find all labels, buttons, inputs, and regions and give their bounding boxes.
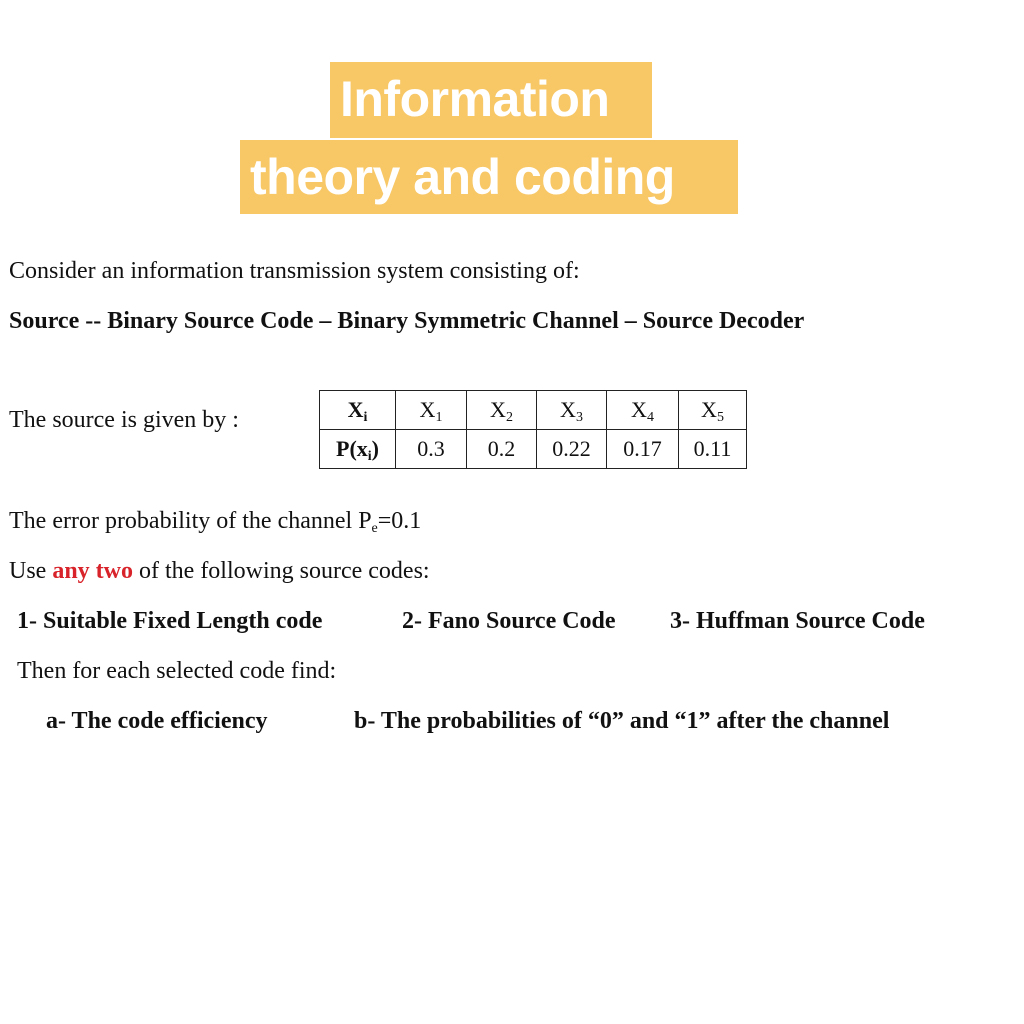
header-symbol-text: X bbox=[347, 397, 364, 422]
symbol-base: X bbox=[490, 397, 506, 422]
table-cell-probability: 0.17 bbox=[607, 430, 679, 469]
table-cell-probability: 0.2 bbox=[467, 430, 537, 469]
title-line-1: Information bbox=[330, 62, 652, 138]
use-suffix: of the following source codes: bbox=[133, 558, 430, 584]
use-emphasis: any two bbox=[52, 558, 133, 584]
symbol-sub: 4 bbox=[646, 410, 654, 425]
table-cell-probability: 0.11 bbox=[679, 430, 747, 469]
intro-text: Consider an information transmission system consisting of: bbox=[9, 258, 580, 284]
error-prefix: The error probability of the channel P bbox=[9, 508, 372, 534]
table-cell-probability: 0.3 bbox=[396, 430, 467, 469]
prob-label-start: P(x bbox=[336, 436, 368, 461]
symbol-sub: 3 bbox=[575, 410, 583, 425]
then-text: Then for each selected code find: bbox=[17, 658, 337, 684]
table-row bbox=[320, 391, 747, 430]
use-prefix: Use bbox=[9, 558, 53, 584]
code-option-3: 3- Huffman Source Code bbox=[670, 608, 925, 634]
table-cell-symbol bbox=[607, 391, 679, 430]
prob-label-sub: i bbox=[367, 449, 372, 464]
source-table bbox=[319, 390, 747, 469]
prob-label-end: ) bbox=[371, 436, 379, 461]
source-label: The source is given by : bbox=[9, 407, 239, 433]
table-cell-probability: 0.22 bbox=[537, 430, 607, 469]
task-a: a- The code efficiency bbox=[46, 708, 268, 734]
use-instruction bbox=[9, 556, 430, 586]
table-cell-symbol bbox=[537, 391, 607, 430]
header-symbol-sub: i bbox=[363, 410, 368, 425]
table-cell-symbol bbox=[467, 391, 537, 430]
table-cell-symbol bbox=[679, 391, 747, 430]
error-sub: e bbox=[371, 521, 378, 536]
table-header-probability bbox=[320, 430, 396, 469]
symbol-base: X bbox=[560, 397, 576, 422]
table-cell-symbol bbox=[396, 391, 467, 430]
system-chain: Source -- Binary Source Code – Binary Symmetric Channel – Source Decoder bbox=[9, 308, 805, 334]
error-probability bbox=[9, 506, 421, 536]
code-option-1: 1- Suitable Fixed Length code bbox=[17, 608, 323, 634]
symbol-sub: 2 bbox=[505, 410, 513, 425]
table-header-symbol bbox=[320, 391, 396, 430]
table-row bbox=[320, 430, 747, 469]
code-option-2: 2- Fano Source Code bbox=[402, 608, 616, 634]
title-line-2: theory and coding bbox=[240, 140, 738, 214]
symbol-sub: 1 bbox=[435, 410, 443, 425]
task-b: b- The probabilities of “0” and “1” after the channel bbox=[354, 708, 890, 734]
symbol-base: X bbox=[419, 397, 436, 422]
symbol-base: X bbox=[631, 397, 647, 422]
error-suffix: =0.1 bbox=[377, 508, 422, 534]
symbol-base: X bbox=[701, 397, 717, 422]
symbol-sub: 5 bbox=[716, 410, 724, 425]
